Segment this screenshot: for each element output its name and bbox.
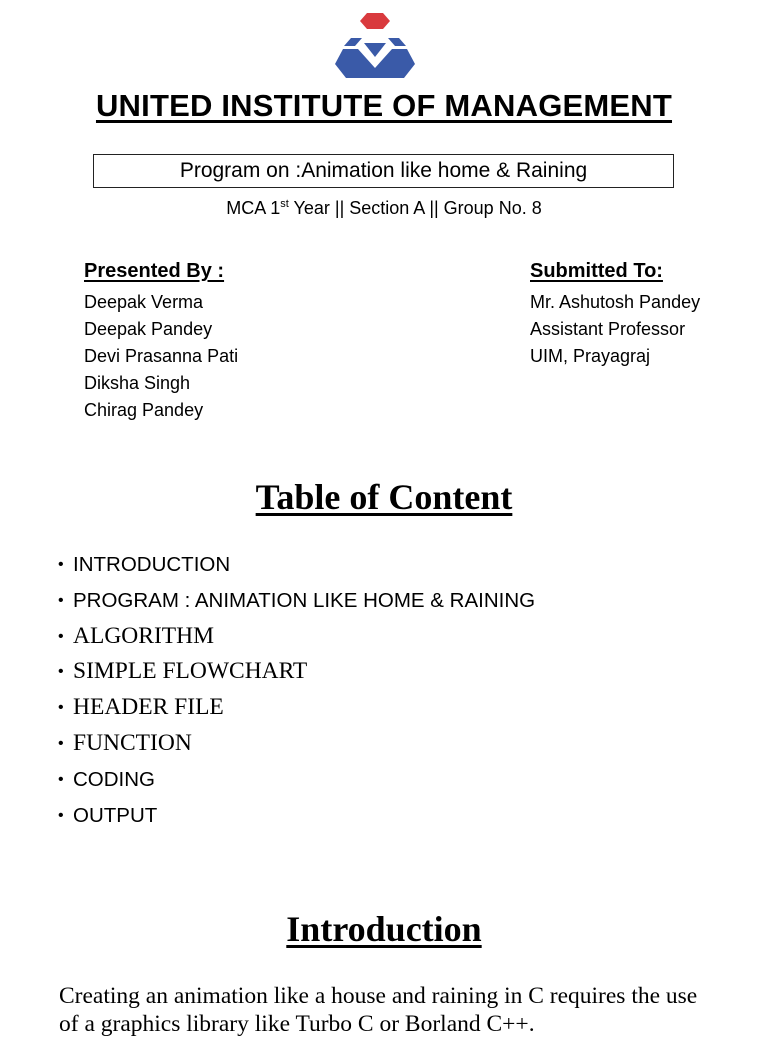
toc-item [58,584,535,620]
toc-item [58,620,535,656]
institute-name: UNITED INSTITUTE OF MANAGEMENT [95,88,673,123]
submitted-to-line: Assistant Professor [530,319,686,339]
bullet-icon: • [58,699,64,717]
logo-blue-inner [364,43,386,57]
presented-by-heading: Presented By : [84,260,225,282]
toc-item-label: CODING [73,767,155,791]
bullet-icon: • [58,770,64,788]
presenter-name: Deepak Pandey [84,319,213,339]
presenter-name: Devi Prasanna Pati [84,346,239,366]
presenter-name: Chirag Pandey [84,400,204,420]
toc-item-label: INTRODUCTION [73,553,231,576]
submitted-to-heading: Submitted To: [530,260,663,282]
introduction-text: Creating an animation like a house and raining in C requires the use of a graphics library like Turbo C or Borland C++. [59,983,698,1037]
submitted-to-section [530,260,700,370]
toc-item-label: FUNCTION [73,729,192,756]
toc-list [58,548,535,834]
submitted-to-line: Mr. Ashutosh Pandey [530,292,701,312]
toc-item [58,763,535,799]
introduction-title: Introduction [286,909,482,949]
bullet-icon: • [58,734,64,752]
program-title-box: Program on :Animation like home & Raining [93,154,674,188]
presenter-name: Deepak Verma [84,292,204,312]
class-details [0,198,768,219]
toc-item-label: HEADER FILE [73,694,224,721]
institute-logo-icon [334,12,416,80]
bullet-icon: • [58,627,64,645]
class-rest: Year || Section A || Group No. 8 [288,198,542,218]
class-course: MCA 1 [226,198,281,218]
bullet-icon: • [58,806,64,824]
bullet-icon: • [58,591,64,609]
presented-by-section [84,260,238,424]
toc-title: Table of Content [255,477,513,517]
toc-item [58,691,535,727]
presenter-name: Diksha Singh [84,373,191,393]
toc-item [58,727,535,763]
toc-item [58,548,535,584]
logo-blue-stripe [388,38,406,46]
bullet-icon: • [58,663,64,681]
toc-item-label: SIMPLE FLOWCHART [73,658,308,685]
logo-blue-stripe [344,38,362,46]
class-suffix: st [280,198,289,210]
toc-item [58,799,535,835]
toc-item [58,655,535,691]
toc-item-label: ALGORITHM [73,622,214,649]
toc-item-label: PROGRAM : ANIMATION LIKE HOME & RAINING [73,588,536,612]
logo-red-hexagon [360,13,390,29]
toc-item-label: OUTPUT [73,803,158,827]
submitted-to-line: UIM, Prayagraj [530,346,651,366]
bullet-icon: • [58,556,64,573]
